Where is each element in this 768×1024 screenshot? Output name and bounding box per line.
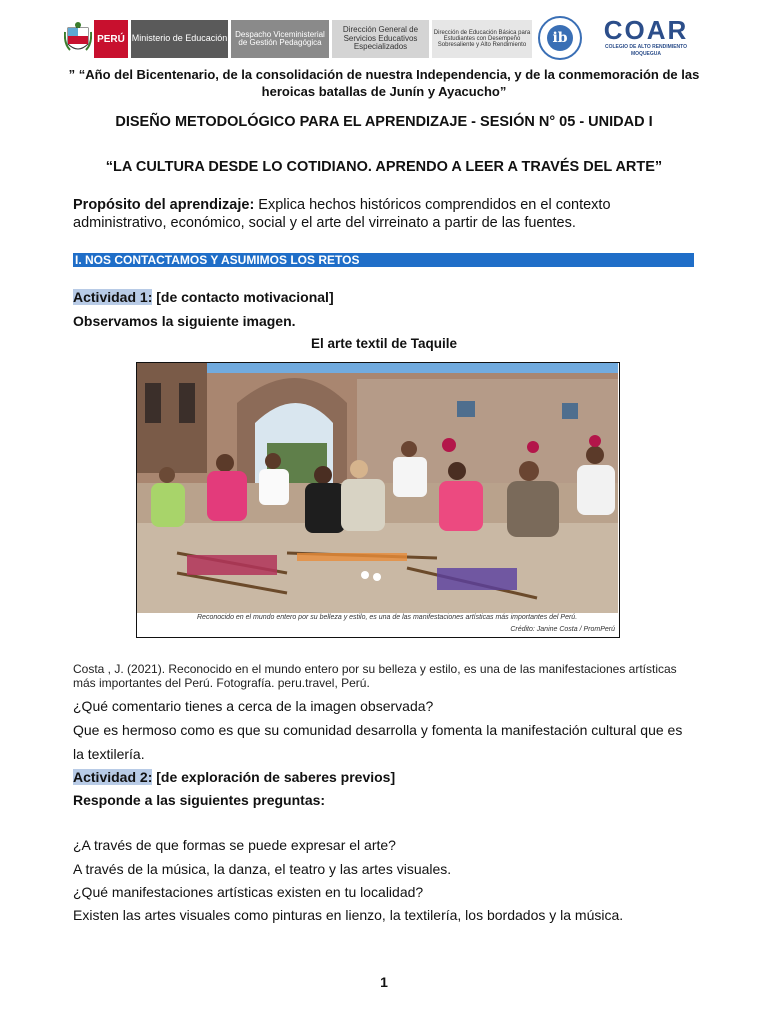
general-direction-block: Dirección General de Servicios Educativos Especializados xyxy=(332,20,429,58)
direction-block: Dirección de Educación Básica para Estudiantes con Desempeño Sobresaliente y Alto Rendimiento xyxy=(432,20,532,58)
learning-purpose xyxy=(73,196,698,232)
observe-instruction: Observamos la siguiente imagen. xyxy=(73,313,296,329)
ib-logo-text: ib xyxy=(547,25,573,51)
activity-2-text: [de exploración de saberes previos] xyxy=(152,769,396,785)
activity-2-label: Actividad 2: xyxy=(73,769,153,785)
page-number: 1 xyxy=(380,974,388,990)
session-title: DISEÑO METODOLÓGICO PARA EL APRENDIZAJE - SESIÓN N° 05 - UNIDAD I xyxy=(115,114,653,130)
coar-logo xyxy=(590,16,702,64)
activity-1-label: Actividad 1: xyxy=(73,289,153,305)
photo-caption: Reconocido en el mundo entero por su belleza y estilo, es una de las manifestaciones artísticas más importantes del Perú. xyxy=(197,614,578,621)
answer-3: Existen las artes visuales como pinturas en lienzo, la textilería, los bordados y la música. xyxy=(73,907,624,923)
activity-1-text: [de contacto motivacional] xyxy=(152,289,334,305)
question-1: ¿Qué comentario tienes a cerca de la imagen observada? xyxy=(73,698,434,714)
ministry-block: Ministerio de Educación xyxy=(131,20,228,58)
coar-logo-text: COAR xyxy=(603,15,689,45)
respond-instruction: Responde a las siguientes preguntas: xyxy=(73,792,326,808)
photo-credit: Crédito: Janine Costa / PromPerú xyxy=(510,626,615,633)
activity-2 xyxy=(73,769,395,785)
purpose-label: Propósito del aprendizaje: xyxy=(73,197,255,213)
section-heading: I. NOS CONTACTAMOS Y ASUMIMOS LOS RETOS xyxy=(73,253,694,267)
year-motto: ” “Año del Bicentenario, de la consolidación de nuestra Independencia, y de la conmemoración de las heroicas batallas de Junín y Ayacucho” xyxy=(68,67,700,99)
ib-logo xyxy=(538,16,582,60)
image-citation: Costa , J. (2021). Reconocido en el mundo entero por su belleza y estilo, es una de las manifestaciones artísticas más importantes del Perú. Fotografía. peru.travel, Perú. xyxy=(73,662,677,690)
question-3: ¿Qué manifestaciones artísticas existen en tu localidad? xyxy=(73,884,424,900)
question-2: ¿A través de que formas se puede expresar el arte? xyxy=(73,837,396,853)
session-subtitle: “LA CULTURA DESDE LO COTIDIANO. APRENDO A LEER A TRAVÉS DEL ARTE” xyxy=(105,159,663,175)
taquile-textile-photo xyxy=(136,362,620,638)
photo-illustration xyxy=(137,363,618,613)
purpose-text: Explica hechos históricos comprendidos en el contexto administrativo, económico, social y el arte del virreinato a partir de las fuentes. xyxy=(73,197,611,231)
vice-ministry-block: Despacho Viceministerial de Gestión Pedagógica xyxy=(231,20,329,58)
image-title: El arte textil de Taquile xyxy=(310,336,458,351)
peru-logo: PERÚ xyxy=(94,20,128,58)
answer-1-line-2: la textilería. xyxy=(73,746,145,762)
answer-1-line-1: Que es hermoso como es que su comunidad desarrolla y fomenta la manifestación cultural que es xyxy=(73,722,683,738)
answer-2: A través de la música, la danza, el teatro y las artes visuales. xyxy=(73,861,452,877)
activity-1 xyxy=(73,289,334,305)
coar-logo-subtitle: COLEGIO DE ALTO RENDIMIENTO MOQUEGUA xyxy=(604,44,688,57)
coat-of-arms-icon xyxy=(64,20,92,58)
